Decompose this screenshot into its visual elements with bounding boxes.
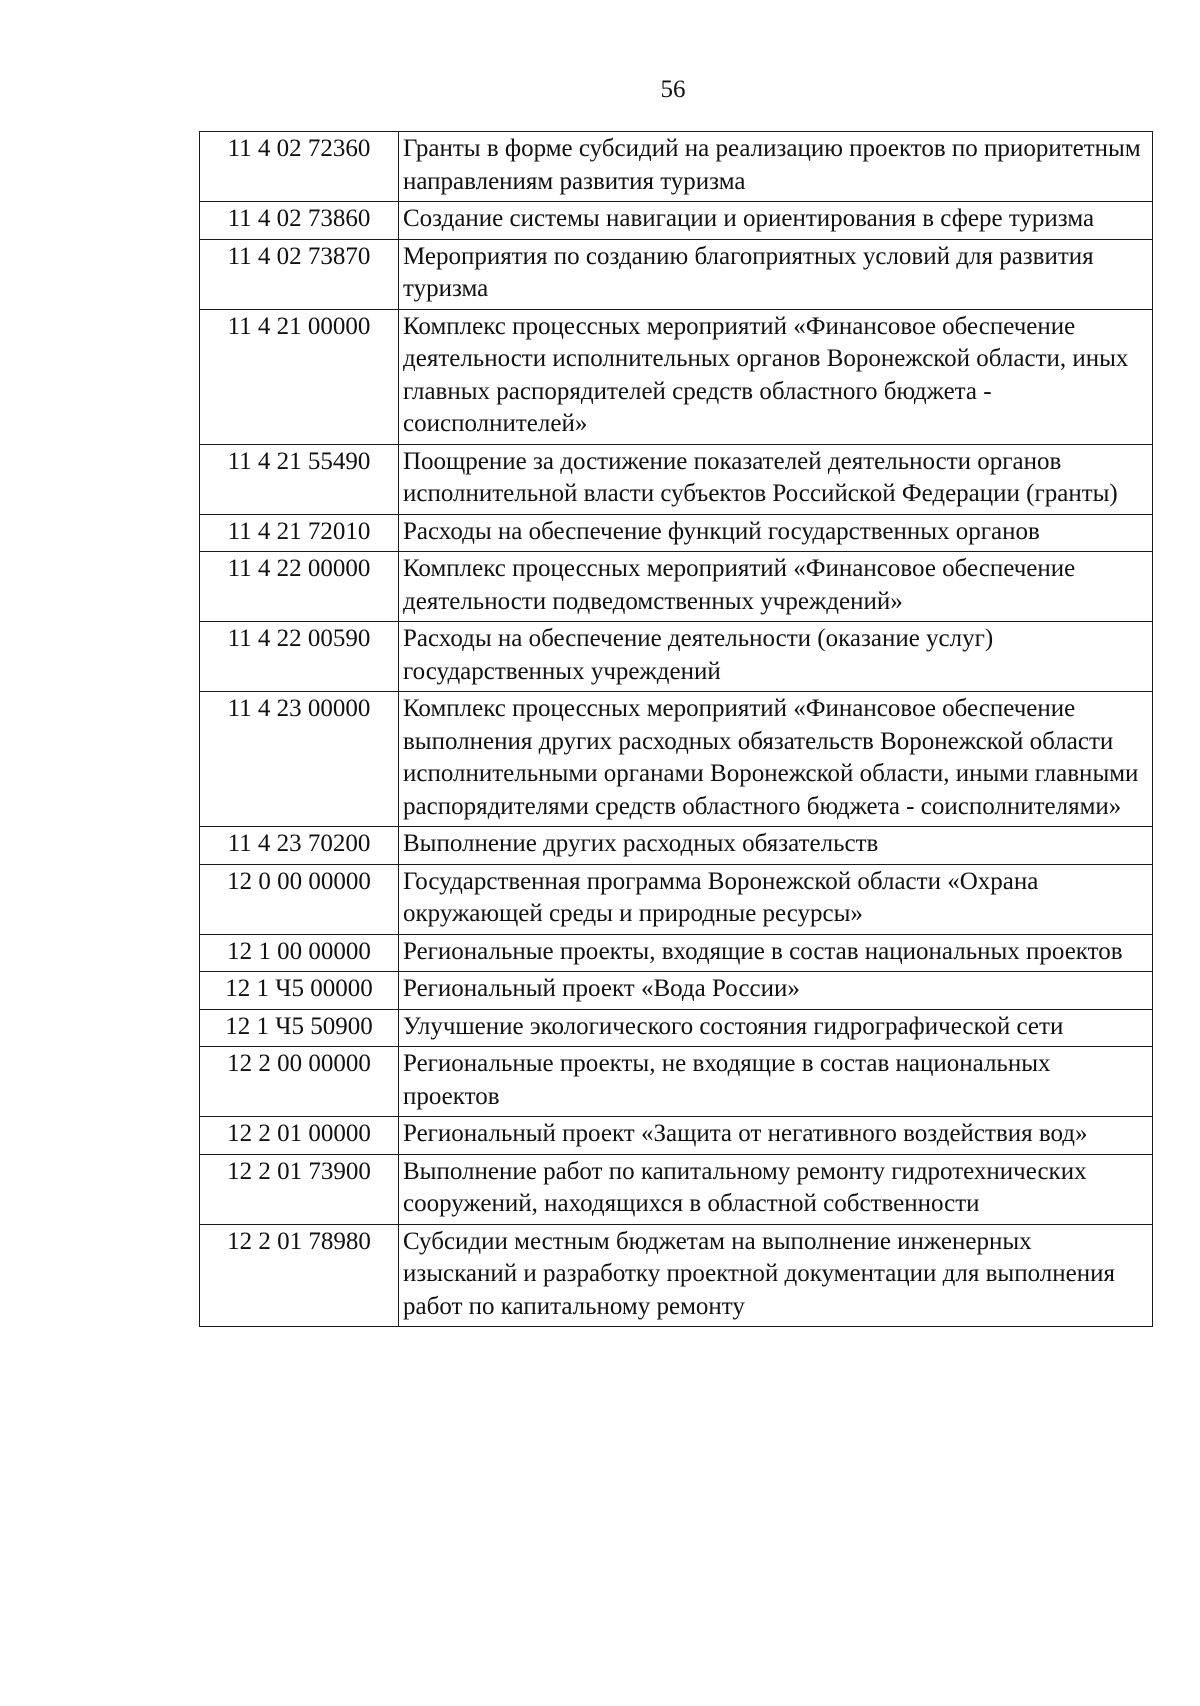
row-name: Региональный проект «Вода России» [399,972,1153,1010]
row-code: 11 4 21 55490 [200,444,399,514]
row-code: 12 2 01 00000 [200,1117,399,1155]
row-code: 12 2 01 73900 [200,1154,399,1224]
table-row [200,622,1153,692]
row-name: Комплекс процессных мероприятий «Финансовое обеспечение деятельности подведомственных учреждений» [399,552,1153,622]
table-row [200,1009,1153,1047]
row-code: 11 4 02 72360 [200,132,399,202]
table-row [200,827,1153,865]
row-name: Выполнение других расходных обязательств [399,827,1153,865]
row-code: 12 1 Ч5 00000 [200,972,399,1010]
row-name: Поощрение за достижение показателей деятельности органов исполнительной власти субъектов Российской Федерации (гранты) [399,444,1153,514]
row-code: 11 4 02 73860 [200,202,399,240]
row-name: Комплекс процессных мероприятий «Финансовое обеспечение деятельности исполнительных органов Воронежской области, иных главных распорядителей средств областного бюджета - соисполнителей» [399,309,1153,444]
table-row [200,309,1153,444]
table-row [200,552,1153,622]
row-name: Региональный проект «Защита от негативного воздействия вод» [399,1117,1153,1155]
table-row [200,239,1153,309]
row-code: 12 2 01 78980 [200,1224,399,1327]
row-name: Субсидии местным бюджетам на выполнение инженерных изысканий и разработку проектной документации для выполнения работ по капитальному ремонту [399,1224,1153,1327]
row-name: Региональные проекты, входящие в состав национальных проектов [399,934,1153,972]
row-code: 11 4 02 73870 [200,239,399,309]
row-code: 11 4 22 00590 [200,622,399,692]
row-name: Региональные проекты, не входящие в состав национальных проектов [399,1047,1153,1117]
row-code: 11 4 22 00000 [200,552,399,622]
row-name: Улучшение экологического состояния гидрографической сети [399,1009,1153,1047]
row-name: Расходы на обеспечение деятельности (оказание услуг) государственных учреждений [399,622,1153,692]
row-code: 12 0 00 00000 [200,864,399,934]
table-row [200,202,1153,240]
table-row [200,1117,1153,1155]
row-name: Мероприятия по созданию благоприятных условий для развития туризма [399,239,1153,309]
row-code: 12 1 Ч5 50900 [200,1009,399,1047]
row-code: 11 4 23 70200 [200,827,399,865]
row-code: 12 2 00 00000 [200,1047,399,1117]
table-row [200,514,1153,552]
table-row [200,864,1153,934]
row-name: Государственная программа Воронежской области «Охрана окружающей среды и природные ресурсы» [399,864,1153,934]
table-row [200,972,1153,1010]
row-code: 12 1 00 00000 [200,934,399,972]
row-code: 11 4 23 00000 [200,692,399,827]
row-name: Создание системы навигации и ориентирования в сфере туризма [399,202,1153,240]
row-name: Гранты в форме субсидий на реализацию проектов по приоритетным направлениям развития туризма [399,132,1153,202]
table-row [200,934,1153,972]
row-code: 11 4 21 00000 [200,309,399,444]
row-name: Комплекс процессных мероприятий «Финансовое обеспечение выполнения других расходных обязательств Воронежской области исполнительными органами Воронежской области, иными главными распорядителями средств областного бюджета - соисполнителями» [399,692,1153,827]
table-row [200,1154,1153,1224]
table-row [200,692,1153,827]
table-row [200,1224,1153,1327]
page-number: 56 [660,76,686,103]
row-name: Расходы на обеспечение функций государственных органов [399,514,1153,552]
budget-classification-table [199,131,1153,1327]
table-body [200,132,1153,1327]
table-row [200,1047,1153,1117]
row-code: 11 4 21 72010 [200,514,399,552]
table-row [200,444,1153,514]
table-row [200,132,1153,202]
row-name: Выполнение работ по капитальному ремонту гидротехнических сооружений, находящихся в областной собственности [399,1154,1153,1224]
